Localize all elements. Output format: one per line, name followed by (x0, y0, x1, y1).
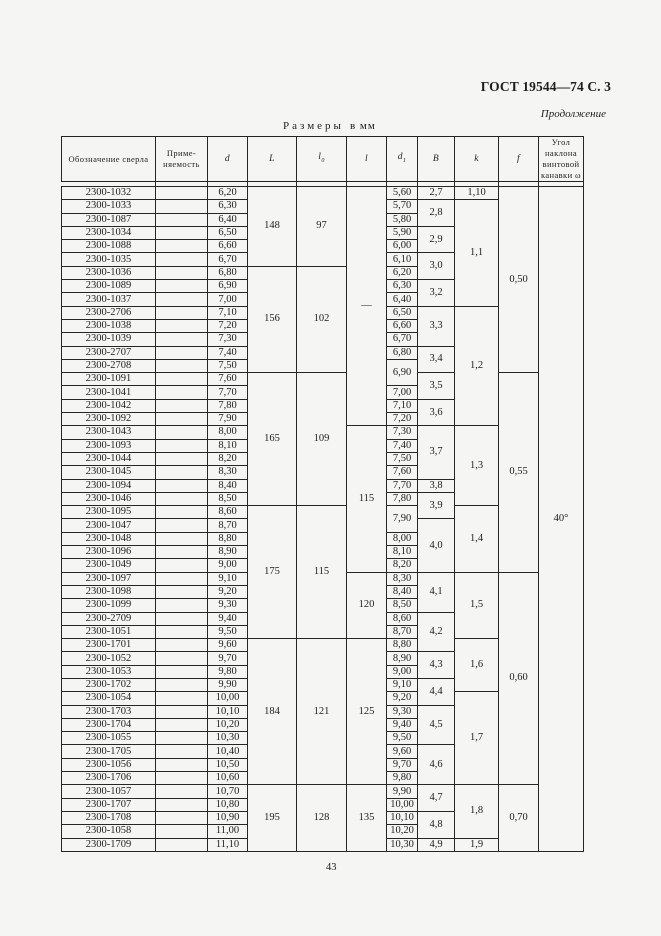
cell-usage (156, 253, 208, 266)
sizes-label: Размеры (283, 120, 344, 132)
col-header-d: d (208, 137, 248, 182)
cell-d1: 9,20 (387, 692, 418, 705)
cell-usage (156, 306, 208, 319)
cell-d1: 8,20 (387, 559, 418, 572)
cell-d: 9,30 (208, 599, 248, 612)
cell-d1: 9,00 (387, 665, 418, 678)
cell-code: 2300-1094 (62, 479, 156, 492)
cell-usage (156, 652, 208, 665)
cell-L: 156 (248, 266, 297, 372)
cell-d: 9,90 (208, 678, 248, 691)
cell-usage (156, 546, 208, 559)
cell-usage (156, 718, 208, 731)
cell-d1: 9,60 (387, 745, 418, 758)
table-row (62, 187, 584, 200)
cell-code: 2300-1055 (62, 732, 156, 745)
cell-code: 2300-1047 (62, 519, 156, 532)
cell-B: 3,9 (418, 492, 455, 519)
cell-d1: 5,90 (387, 226, 418, 239)
cell-d: 9,60 (208, 639, 248, 652)
cell-f: 0,50 (499, 187, 539, 373)
cell-code: 2300-2708 (62, 359, 156, 372)
cell-d: 8,20 (208, 452, 248, 465)
cell-l: 125 (347, 639, 387, 785)
cell-code: 2300-1705 (62, 745, 156, 758)
cell-L: 184 (248, 639, 297, 785)
cell-code: 2300-1052 (62, 652, 156, 665)
cell-usage (156, 319, 208, 332)
cell-d: 9,70 (208, 652, 248, 665)
cell-d: 9,40 (208, 612, 248, 625)
cell-usage (156, 213, 208, 226)
cell-l0: 102 (297, 266, 347, 372)
cell-code: 2300-1709 (62, 838, 156, 851)
cell-code: 2300-1041 (62, 386, 156, 399)
cell-B: 4,0 (418, 519, 455, 572)
cell-code: 2300-1033 (62, 200, 156, 213)
cell-code: 2300-1092 (62, 413, 156, 426)
cell-B: 4,2 (418, 612, 455, 652)
cell-d: 8,30 (208, 466, 248, 479)
document-title: ГОСТ 19544—74 С. 3 (480, 79, 611, 94)
cell-usage (156, 386, 208, 399)
cell-code: 2300-1032 (62, 187, 156, 200)
cell-d1: 6,10 (387, 253, 418, 266)
cell-d: 8,10 (208, 439, 248, 452)
cell-d: 6,50 (208, 226, 248, 239)
cell-code: 2300-1707 (62, 798, 156, 811)
cell-code: 2300-1034 (62, 226, 156, 239)
cell-B: 3,4 (418, 346, 455, 373)
cell-usage (156, 506, 208, 519)
cell-d: 10,00 (208, 692, 248, 705)
cell-d1: 6,80 (387, 346, 418, 359)
cell-d1: 7,00 (387, 386, 418, 399)
cell-l0: 121 (297, 639, 347, 785)
cell-d1: 7,20 (387, 413, 418, 426)
cell-B: 2,9 (418, 226, 455, 253)
cell-d: 7,80 (208, 399, 248, 412)
cell-d: 8,00 (208, 426, 248, 439)
cell-d: 7,30 (208, 333, 248, 346)
table-body (62, 182, 584, 852)
cell-d1: 8,00 (387, 532, 418, 545)
cell-usage (156, 333, 208, 346)
cell-code: 2300-1042 (62, 399, 156, 412)
cell-code: 2300-1039 (62, 333, 156, 346)
cell-d1: 10,20 (387, 825, 418, 838)
cell-d: 10,20 (208, 718, 248, 731)
cell-d: 7,20 (208, 319, 248, 332)
cell-code: 2300-1038 (62, 319, 156, 332)
cell-d1: 7,90 (387, 506, 418, 533)
cell-usage (156, 399, 208, 412)
cell-code: 2300-1054 (62, 692, 156, 705)
cell-usage (156, 758, 208, 771)
cell-d: 10,40 (208, 745, 248, 758)
cell-angle: 40° (539, 187, 584, 852)
cell-k: 1,6 (455, 639, 499, 692)
cell-code: 2300-1097 (62, 572, 156, 585)
cell-d: 8,40 (208, 479, 248, 492)
cell-l: — (347, 187, 387, 426)
table-row (62, 373, 584, 386)
cell-d: 6,20 (208, 187, 248, 200)
col-header-k: k (455, 137, 499, 182)
cell-usage (156, 838, 208, 851)
cell-k: 1,8 (455, 785, 499, 838)
cell-usage (156, 705, 208, 718)
cell-B: 4,1 (418, 572, 455, 612)
cell-usage (156, 373, 208, 386)
cell-d: 10,70 (208, 785, 248, 798)
sizes-caption (283, 120, 376, 132)
cell-d1: 7,10 (387, 399, 418, 412)
cell-d1: 9,30 (387, 705, 418, 718)
cell-k: 1,9 (455, 838, 499, 851)
continuation-label: Продолжение (540, 108, 606, 120)
cell-usage (156, 798, 208, 811)
cell-usage (156, 452, 208, 465)
cell-B: 2,7 (418, 187, 455, 200)
cell-usage (156, 413, 208, 426)
cell-k: 1,1 (455, 200, 499, 306)
cell-d1: 8,60 (387, 612, 418, 625)
cell-d: 9,80 (208, 665, 248, 678)
cell-d1: 5,70 (387, 200, 418, 213)
cell-d1: 9,70 (387, 758, 418, 771)
cell-usage (156, 266, 208, 279)
cell-usage (156, 745, 208, 758)
cell-d1: 8,50 (387, 599, 418, 612)
cell-usage (156, 466, 208, 479)
cell-L: 195 (248, 785, 297, 851)
cell-d: 7,60 (208, 373, 248, 386)
cell-d: 10,60 (208, 772, 248, 785)
page-number: 43 (326, 862, 337, 873)
cell-d1: 7,50 (387, 452, 418, 465)
cell-code: 2300-1099 (62, 599, 156, 612)
col-header-f: f (499, 137, 539, 182)
cell-d1: 6,00 (387, 240, 418, 253)
cell-d: 11,00 (208, 825, 248, 838)
cell-d: 8,80 (208, 532, 248, 545)
cell-usage (156, 492, 208, 505)
cell-B: 3,2 (418, 280, 455, 307)
cell-d1: 7,40 (387, 439, 418, 452)
cell-code: 2300-1095 (62, 506, 156, 519)
cell-d: 10,30 (208, 732, 248, 745)
cell-usage (156, 639, 208, 652)
cell-f: 0,55 (499, 373, 539, 572)
cell-d1: 6,90 (387, 359, 418, 386)
cell-usage (156, 811, 208, 824)
cell-usage (156, 572, 208, 585)
cell-d: 9,50 (208, 625, 248, 638)
cell-k: 1,7 (455, 692, 499, 785)
cell-d1: 7,80 (387, 492, 418, 505)
cell-usage (156, 479, 208, 492)
cell-l: 115 (347, 426, 387, 572)
table-row (62, 785, 584, 798)
table-header-row (62, 137, 584, 182)
cell-d: 8,60 (208, 506, 248, 519)
cell-usage (156, 226, 208, 239)
cell-d: 8,90 (208, 546, 248, 559)
cell-usage (156, 599, 208, 612)
cell-code: 2300-1045 (62, 466, 156, 479)
cell-d: 6,70 (208, 253, 248, 266)
cell-d: 6,90 (208, 280, 248, 293)
cell-d: 11,10 (208, 838, 248, 851)
cell-l: 135 (347, 785, 387, 851)
cell-d1: 6,50 (387, 306, 418, 319)
cell-d: 10,10 (208, 705, 248, 718)
cell-l0: 115 (297, 506, 347, 639)
cell-code: 2300-1049 (62, 559, 156, 572)
cell-usage (156, 678, 208, 691)
cell-usage (156, 785, 208, 798)
cell-d1: 8,90 (387, 652, 418, 665)
cell-code: 2300-1701 (62, 639, 156, 652)
cell-L: 175 (248, 506, 297, 639)
cell-k: 1,10 (455, 187, 499, 200)
cell-d: 7,40 (208, 346, 248, 359)
cell-B: 3,8 (418, 479, 455, 492)
cell-code: 2300-2707 (62, 346, 156, 359)
cell-d1: 9,50 (387, 732, 418, 745)
cell-B: 3,0 (418, 253, 455, 280)
cell-l: 120 (347, 572, 387, 638)
cell-k: 1,4 (455, 506, 499, 572)
cell-d: 10,90 (208, 811, 248, 824)
cell-usage (156, 825, 208, 838)
cell-d1: 9,80 (387, 772, 418, 785)
cell-code: 2300-1703 (62, 705, 156, 718)
cell-code: 2300-1053 (62, 665, 156, 678)
cell-code: 2300-1098 (62, 585, 156, 598)
cell-B: 4,9 (418, 838, 455, 851)
cell-code: 2300-1096 (62, 546, 156, 559)
cell-f: 0,60 (499, 572, 539, 785)
cell-d1: 5,60 (387, 187, 418, 200)
cell-usage (156, 346, 208, 359)
cell-usage (156, 732, 208, 745)
cell-l0: 97 (297, 187, 347, 267)
cell-d1: 6,60 (387, 319, 418, 332)
cell-usage (156, 612, 208, 625)
cell-d1: 6,40 (387, 293, 418, 306)
cell-d1: 8,40 (387, 585, 418, 598)
cell-d: 7,50 (208, 359, 248, 372)
cell-d1: 7,60 (387, 466, 418, 479)
cell-d1: 7,70 (387, 479, 418, 492)
cell-code: 2300-1056 (62, 758, 156, 771)
cell-k: 1,3 (455, 426, 499, 506)
cell-B: 4,4 (418, 678, 455, 705)
cell-L: 165 (248, 373, 297, 506)
cell-d1: 6,20 (387, 266, 418, 279)
cell-code: 2300-1058 (62, 825, 156, 838)
cell-d1: 5,80 (387, 213, 418, 226)
cell-d: 7,70 (208, 386, 248, 399)
cell-code: 2300-1088 (62, 240, 156, 253)
cell-d: 6,60 (208, 240, 248, 253)
cell-usage (156, 519, 208, 532)
cell-usage (156, 439, 208, 452)
cell-code: 2300-2709 (62, 612, 156, 625)
cell-d1: 9,90 (387, 785, 418, 798)
col-header-l0: $l_0$ (297, 137, 347, 182)
cell-code: 2300-1704 (62, 718, 156, 731)
cell-code: 2300-1037 (62, 293, 156, 306)
cell-d1: 7,30 (387, 426, 418, 439)
cell-usage (156, 772, 208, 785)
cell-usage (156, 426, 208, 439)
cell-B: 3,3 (418, 306, 455, 346)
cell-usage (156, 665, 208, 678)
col-header-angle: Угол наклона винтовой канавки ω (539, 137, 584, 182)
cell-B: 2,8 (418, 200, 455, 227)
cell-f: 0,70 (499, 785, 539, 851)
cell-code: 2300-1048 (62, 532, 156, 545)
cell-code: 2300-1046 (62, 492, 156, 505)
cell-d: 6,80 (208, 266, 248, 279)
cell-d1: 6,70 (387, 333, 418, 346)
cell-usage (156, 280, 208, 293)
sizes-unit: в мм (349, 120, 376, 132)
cell-code: 2300-1702 (62, 678, 156, 691)
cell-l0: 128 (297, 785, 347, 851)
cell-B: 4,5 (418, 705, 455, 745)
cell-usage (156, 585, 208, 598)
cell-usage (156, 359, 208, 372)
cell-d1: 8,10 (387, 546, 418, 559)
cell-d: 6,40 (208, 213, 248, 226)
cell-usage (156, 532, 208, 545)
cell-B: 4,8 (418, 811, 455, 838)
cell-code: 2300-1087 (62, 213, 156, 226)
col-header-d1: $d_1$ (387, 137, 418, 182)
cell-B: 3,6 (418, 399, 455, 426)
cell-d1: 10,10 (387, 811, 418, 824)
cell-d: 10,50 (208, 758, 248, 771)
cell-usage (156, 187, 208, 200)
dimensions-table (61, 136, 584, 852)
col-header-usage: Приме- няемость (156, 137, 208, 182)
cell-usage (156, 692, 208, 705)
cell-code: 2300-1089 (62, 280, 156, 293)
col-header-l: l (347, 137, 387, 182)
cell-d1: 8,80 (387, 639, 418, 652)
cell-usage (156, 625, 208, 638)
cell-code: 2300-1051 (62, 625, 156, 638)
cell-d1: 10,00 (387, 798, 418, 811)
cell-d: 9,20 (208, 585, 248, 598)
cell-usage (156, 200, 208, 213)
cell-usage (156, 240, 208, 253)
cell-d: 9,10 (208, 572, 248, 585)
cell-k: 1,2 (455, 306, 499, 426)
cell-k: 1,5 (455, 572, 499, 638)
cell-d1: 9,10 (387, 678, 418, 691)
cell-code: 2300-1091 (62, 373, 156, 386)
cell-d: 8,70 (208, 519, 248, 532)
cell-d: 10,80 (208, 798, 248, 811)
cell-B: 4,6 (418, 745, 455, 785)
cell-l0: 109 (297, 373, 347, 506)
cell-code: 2300-1035 (62, 253, 156, 266)
cell-L: 148 (248, 187, 297, 267)
cell-code: 2300-2706 (62, 306, 156, 319)
cell-usage (156, 293, 208, 306)
col-header-code: Обозначение сверла (62, 137, 156, 182)
cell-d: 9,00 (208, 559, 248, 572)
cell-d1: 8,70 (387, 625, 418, 638)
cell-d: 7,00 (208, 293, 248, 306)
col-header-L: L (248, 137, 297, 182)
cell-d: 8,50 (208, 492, 248, 505)
cell-code: 2300-1043 (62, 426, 156, 439)
cell-B: 4,3 (418, 652, 455, 679)
cell-code: 2300-1057 (62, 785, 156, 798)
cell-B: 4,7 (418, 785, 455, 812)
cell-d: 7,10 (208, 306, 248, 319)
col-header-B: B (418, 137, 455, 182)
cell-d1: 6,30 (387, 280, 418, 293)
cell-code: 2300-1706 (62, 772, 156, 785)
cell-code: 2300-1044 (62, 452, 156, 465)
cell-code: 2300-1036 (62, 266, 156, 279)
cell-d: 6,30 (208, 200, 248, 213)
cell-d1: 10,30 (387, 838, 418, 851)
cell-code: 2300-1708 (62, 811, 156, 824)
cell-d: 7,90 (208, 413, 248, 426)
cell-d1: 9,40 (387, 718, 418, 731)
cell-d1: 8,30 (387, 572, 418, 585)
cell-usage (156, 559, 208, 572)
cell-B: 3,7 (418, 426, 455, 479)
cell-code: 2300-1093 (62, 439, 156, 452)
cell-B: 3,5 (418, 373, 455, 400)
